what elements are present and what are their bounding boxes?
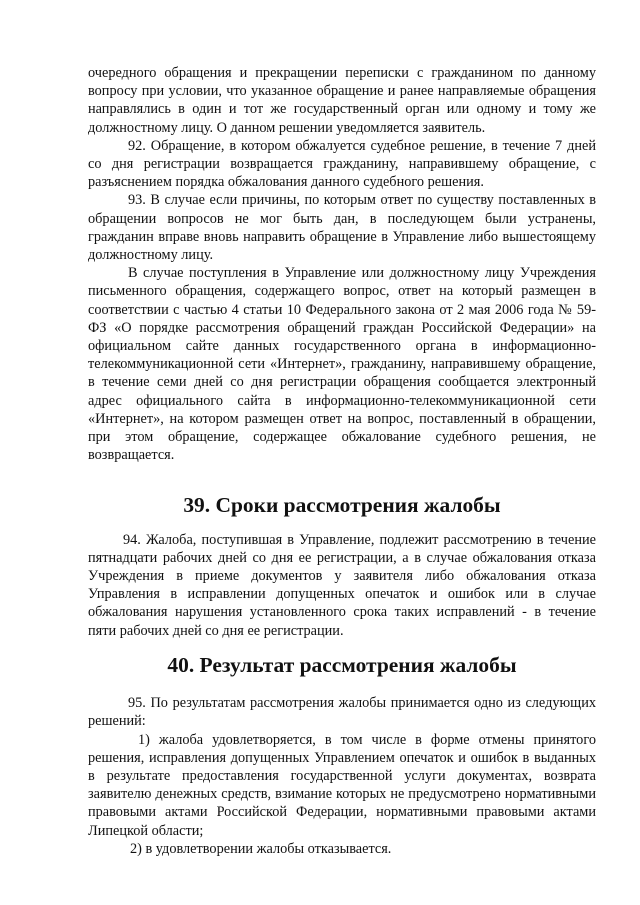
paragraph-continuation: очередного обращения и прекращении переписки с гражданином по данному вопросу при условии, что указанное обращение и ранее направляемые обращения направлялись в один и тот же государственный орган или одному и тому же должностному лицу. О данном решении уведомляется заявитель. — [88, 65, 596, 136]
paragraph-93-addendum: В случае поступления в Управление или должностному лицу Учреждения письменного обращения, содержащего вопрос, ответ на который размещен в соответствии с частью 4 статьи 10 Федерального закона от 2 мая 2006 года № 59-ФЗ «О порядке рассмотрения обращений граждан Российской Федерации» на официальном сайте данных государственного органа в информационно-телекоммуникационной сети «Интернет», гражданину, направившему обращение, в течение семи дней со дня регистрации обращения сообщается электронный адрес официального сайта в информационно-телекоммуникационной сети «Интернет», на котором размещен ответ на вопрос, поставленный в обращении, при этом обращение, содержащее обжалование судебного решения, не возвращается. — [88, 265, 596, 464]
paragraph-93: 93. В случае если причины, по которым ответ по существу поставленных в обращении вопросов не мог быть дан, в последующем были устранены, гражданин вправе вновь направить обращение в Управление либо вышестоящему должностному лицу. — [88, 192, 596, 264]
paragraph-95: 95. По результатам рассмотрения жалобы принимается одно из следующих решений: — [88, 695, 596, 730]
paragraph-92: 92. Обращение, в котором обжалуется судебное решение, в течение 7 дней со дня регистрации возвращается гражданину, направившему обращение, с разъяснением порядка обжалования данного судебного решения. — [88, 137, 596, 191]
list-item-2: 2) в удовлетворении жалобы отказывается. — [130, 840, 392, 857]
section-heading-40: 40. Результат рассмотрения жалобы — [167, 652, 517, 677]
section-heading-39: 39. Сроки рассмотрения жалобы — [183, 493, 501, 518]
document-page — [88, 64, 596, 858]
list-item-1: 1) жалоба удовлетворяется, в том числе в форме отмены принятого решения, исправления допущенных Управлением опечаток и ошибок в выданных в результате предоставления государственной услуги документах, возврата заявителю денежных средств, взимание которых не предусмотрено нормативными правовыми актами Российской Федерации, нормативными правовыми актами Липецкой области; — [88, 731, 596, 839]
paragraph-94: 94. Жалоба, поступившая в Управление, подлежит рассмотрению в течение пятнадцати рабочих дней со дня ее регистрации, а в случае обжалования отказа Учреждения в приеме документов у заявителя либо обжалования отказа Управления в исправлении допущенных опечаток и ошибок или в случае обжалования нарушения установленного срока таких исправлений - в течение пяти рабочих дней со дня ее регистрации. — [88, 531, 596, 639]
